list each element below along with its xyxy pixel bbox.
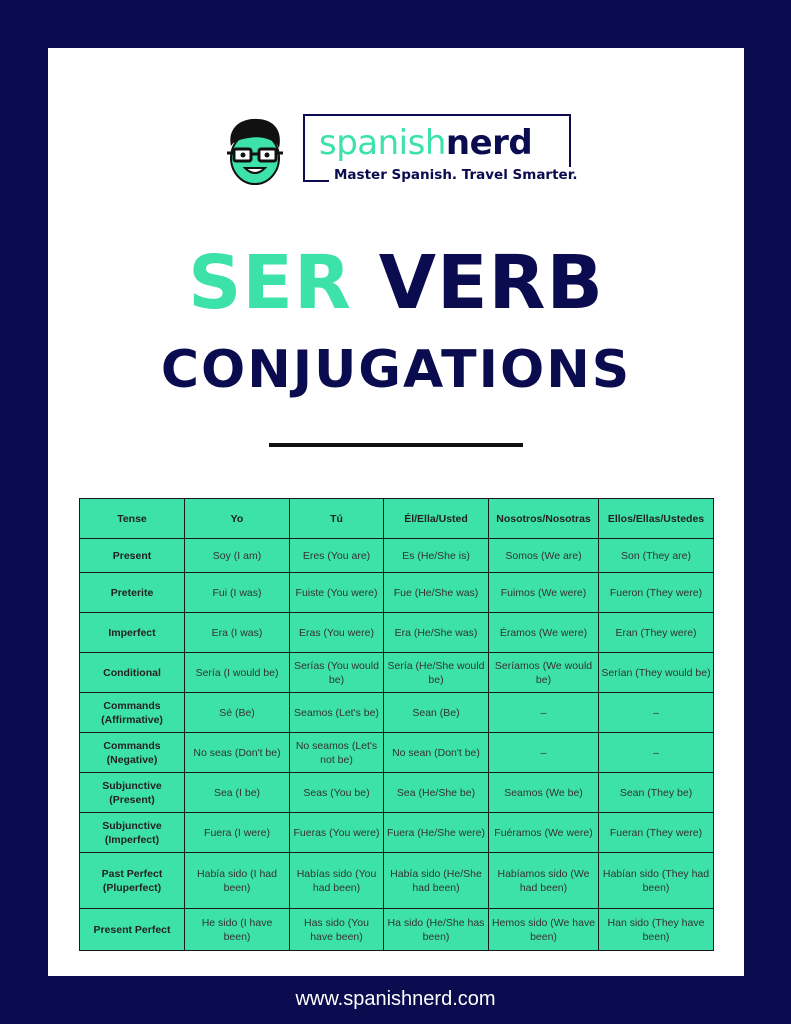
table-row	[80, 733, 714, 773]
conjugation-cell: No seamos (Let's not be)	[290, 733, 384, 773]
nerd-mascot-icon	[223, 116, 287, 186]
page-subtitle: CONJUGATIONS	[160, 340, 632, 400]
footer-url[interactable]: www.spanishnerd.com	[295, 988, 496, 1010]
conjugation-cell: Habíamos sido (We had been)	[489, 853, 599, 909]
brand-tagline: Master Spanish. Travel Smarter.	[329, 167, 583, 183]
conjugation-cell: Éramos (We were)	[489, 613, 599, 653]
conjugation-cell: Fuiste (You were)	[290, 573, 384, 613]
conjugation-cell: He sido (I have been)	[185, 909, 290, 951]
conjugation-cell: Sean (Be)	[384, 693, 489, 733]
table-row	[80, 773, 714, 813]
conjugation-cell: Era (He/She was)	[384, 613, 489, 653]
page-title	[48, 242, 744, 324]
title-verb: VERB	[378, 240, 604, 326]
conjugation-cell: –	[599, 733, 714, 773]
conjugation-cell: Serías (You would be)	[290, 653, 384, 693]
conjugation-cell: Seamos (Let's be)	[290, 693, 384, 733]
tense-cell: Commands (Negative)	[80, 733, 185, 773]
brand-wordmark	[319, 124, 532, 162]
conjugation-cell: Hemos sido (We have been)	[489, 909, 599, 951]
header-yo: Yo	[185, 499, 290, 539]
conjugation-cell: No seas (Don't be)	[185, 733, 290, 773]
conjugation-cell: Soy (I am)	[185, 539, 290, 573]
conjugation-cell: Seríamos (We would be)	[489, 653, 599, 693]
header-ellos-ellas-ustedes: Ellos/Ellas/Ustedes	[599, 499, 714, 539]
table-row	[80, 653, 714, 693]
conjugation-cell: Sé (Be)	[185, 693, 290, 733]
tense-cell: Conditional	[80, 653, 185, 693]
conjugation-cell: Había sido (He/She had been)	[384, 853, 489, 909]
header-tu: Tú	[290, 499, 384, 539]
table-row	[80, 813, 714, 853]
conjugation-cell: Han sido (They have been)	[599, 909, 714, 951]
conjugation-cell: Ha sido (He/She has been)	[384, 909, 489, 951]
conjugation-cell: Fui (I was)	[185, 573, 290, 613]
conjugation-cell: Eres (You are)	[290, 539, 384, 573]
conjugation-cell: Fue (He/She was)	[384, 573, 489, 613]
tense-cell: Subjunctive (Imperfect)	[80, 813, 185, 853]
worksheet-page	[48, 48, 744, 976]
conjugation-cell: Sería (I would be)	[185, 653, 290, 693]
table-row	[80, 613, 714, 653]
conjugation-cell: Habías sido (You had been)	[290, 853, 384, 909]
conjugation-cell: Fueron (They were)	[599, 573, 714, 613]
conjugation-cell: Sea (I be)	[185, 773, 290, 813]
conjugation-cell: –	[489, 693, 599, 733]
conjugation-cell: Había sido (I had been)	[185, 853, 290, 909]
conjugation-cell: Era (I was)	[185, 613, 290, 653]
conjugation-cell: Somos (We are)	[489, 539, 599, 573]
table-row	[80, 573, 714, 613]
conjugation-cell: Fuera (He/She were)	[384, 813, 489, 853]
conjugation-cell: Fuera (I were)	[185, 813, 290, 853]
conjugation-cell: No sean (Don't be)	[384, 733, 489, 773]
tense-cell: Past Perfect (Pluperfect)	[80, 853, 185, 909]
title-ser: SER	[188, 240, 352, 326]
conjugation-cell: –	[489, 733, 599, 773]
tense-cell: Present	[80, 539, 185, 573]
conjugation-cell: Eran (They were)	[599, 613, 714, 653]
table-header-row	[80, 499, 714, 539]
conjugation-cell: Fueras (You were)	[290, 813, 384, 853]
tense-cell: Subjunctive (Present)	[80, 773, 185, 813]
tense-cell: Preterite	[80, 573, 185, 613]
table-row	[80, 909, 714, 951]
conjugation-cell: Fuimos (We were)	[489, 573, 599, 613]
conjugation-cell: Has sido (You have been)	[290, 909, 384, 951]
table-row	[80, 693, 714, 733]
header-tense: Tense	[80, 499, 185, 539]
conjugation-cell: Serían (They would be)	[599, 653, 714, 693]
title-divider	[269, 443, 523, 447]
tense-cell: Commands (Affirmative)	[80, 693, 185, 733]
conjugation-cell: Seamos (We be)	[489, 773, 599, 813]
brand-word-bold: nerd	[445, 123, 533, 163]
conjugation-cell: Habían sido (They had been)	[599, 853, 714, 909]
conjugation-cell: –	[599, 693, 714, 733]
conjugation-cell: Seas (You be)	[290, 773, 384, 813]
header-nosotros: Nosotros/Nosotras	[489, 499, 599, 539]
conjugation-cell: Eras (You were)	[290, 613, 384, 653]
conjugation-table	[79, 498, 714, 951]
conjugation-cell: Sería (He/She would be)	[384, 653, 489, 693]
header-el-ella-usted: Él/Ella/Usted	[384, 499, 489, 539]
table-row	[80, 539, 714, 573]
table-row	[80, 853, 714, 909]
brand-word-light: spanish	[319, 123, 446, 163]
tense-cell: Present Perfect	[80, 909, 185, 951]
conjugation-cell: Son (They are)	[599, 539, 714, 573]
conjugation-cell: Es (He/She is)	[384, 539, 489, 573]
conjugation-cell: Sea (He/She be)	[384, 773, 489, 813]
conjugation-cell: Fueran (They were)	[599, 813, 714, 853]
tense-cell: Imperfect	[80, 613, 185, 653]
conjugation-cell: Sean (They be)	[599, 773, 714, 813]
brand-logo	[303, 114, 578, 183]
conjugation-cell: Fuéramos (We were)	[489, 813, 599, 853]
